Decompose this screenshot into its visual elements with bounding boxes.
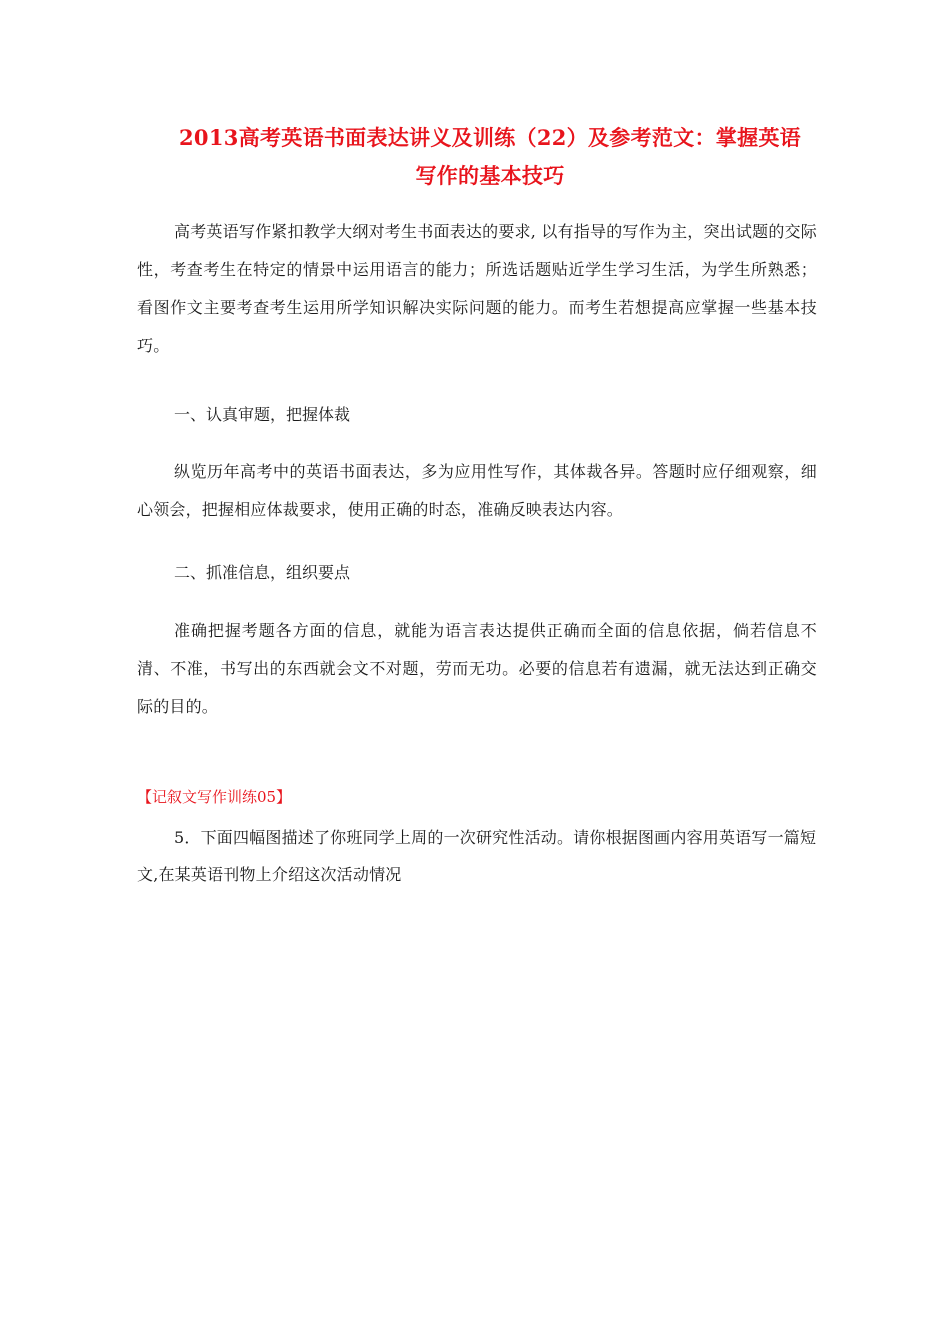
paragraph-1: 纵览历年高考中的英语书面表达，多为应用性写作，其体裁各异。答题时应仔细观察，细心领会，把握相应体裁要求，使用正确的时态，准确反映表达内容。 [137, 462, 817, 519]
document-title-line-2: 写作的基本技巧 [415, 163, 565, 188]
exercise-question: 5．下面四幅图描述了你班同学上周的一次研究性活动。请你根据图画内容用英语写一篇短文,在某英语刊物上介绍这次活动情况 [137, 828, 817, 884]
exercise-label: 【记叙文写作训练05】 [137, 788, 292, 806]
intro-paragraph: 高考英语写作紧扣教学大纲对考生书面表达的要求, 以有指导的写作为主，突出试题的交际性，考查考生在特定的情景中运用语言的能力；所选话题贴近学生学习生活，为学生所熟悉；看图作文主要考查考生运用所学知识解决实际问题的能力。而考生若想提高应掌握一些基本技巧。 [137, 222, 817, 355]
section-heading-2: 二、抓准信息，组织要点 [174, 563, 351, 582]
section-heading-1: 一、认真审题，把握体裁 [174, 405, 351, 424]
document-title-line-1: 2013高考英语书面表达讲义及训练（22）及参考范文：掌握英语 [179, 125, 801, 150]
paragraph-2: 准确把握考题各方面的信息，就能为语言表达提供正确而全面的信息依据，倘若信息不清、不准，书写出的东西就会文不对题，劳而无功。必要的信息若有遗漏，就无法达到正确交际的目的。 [137, 621, 817, 716]
